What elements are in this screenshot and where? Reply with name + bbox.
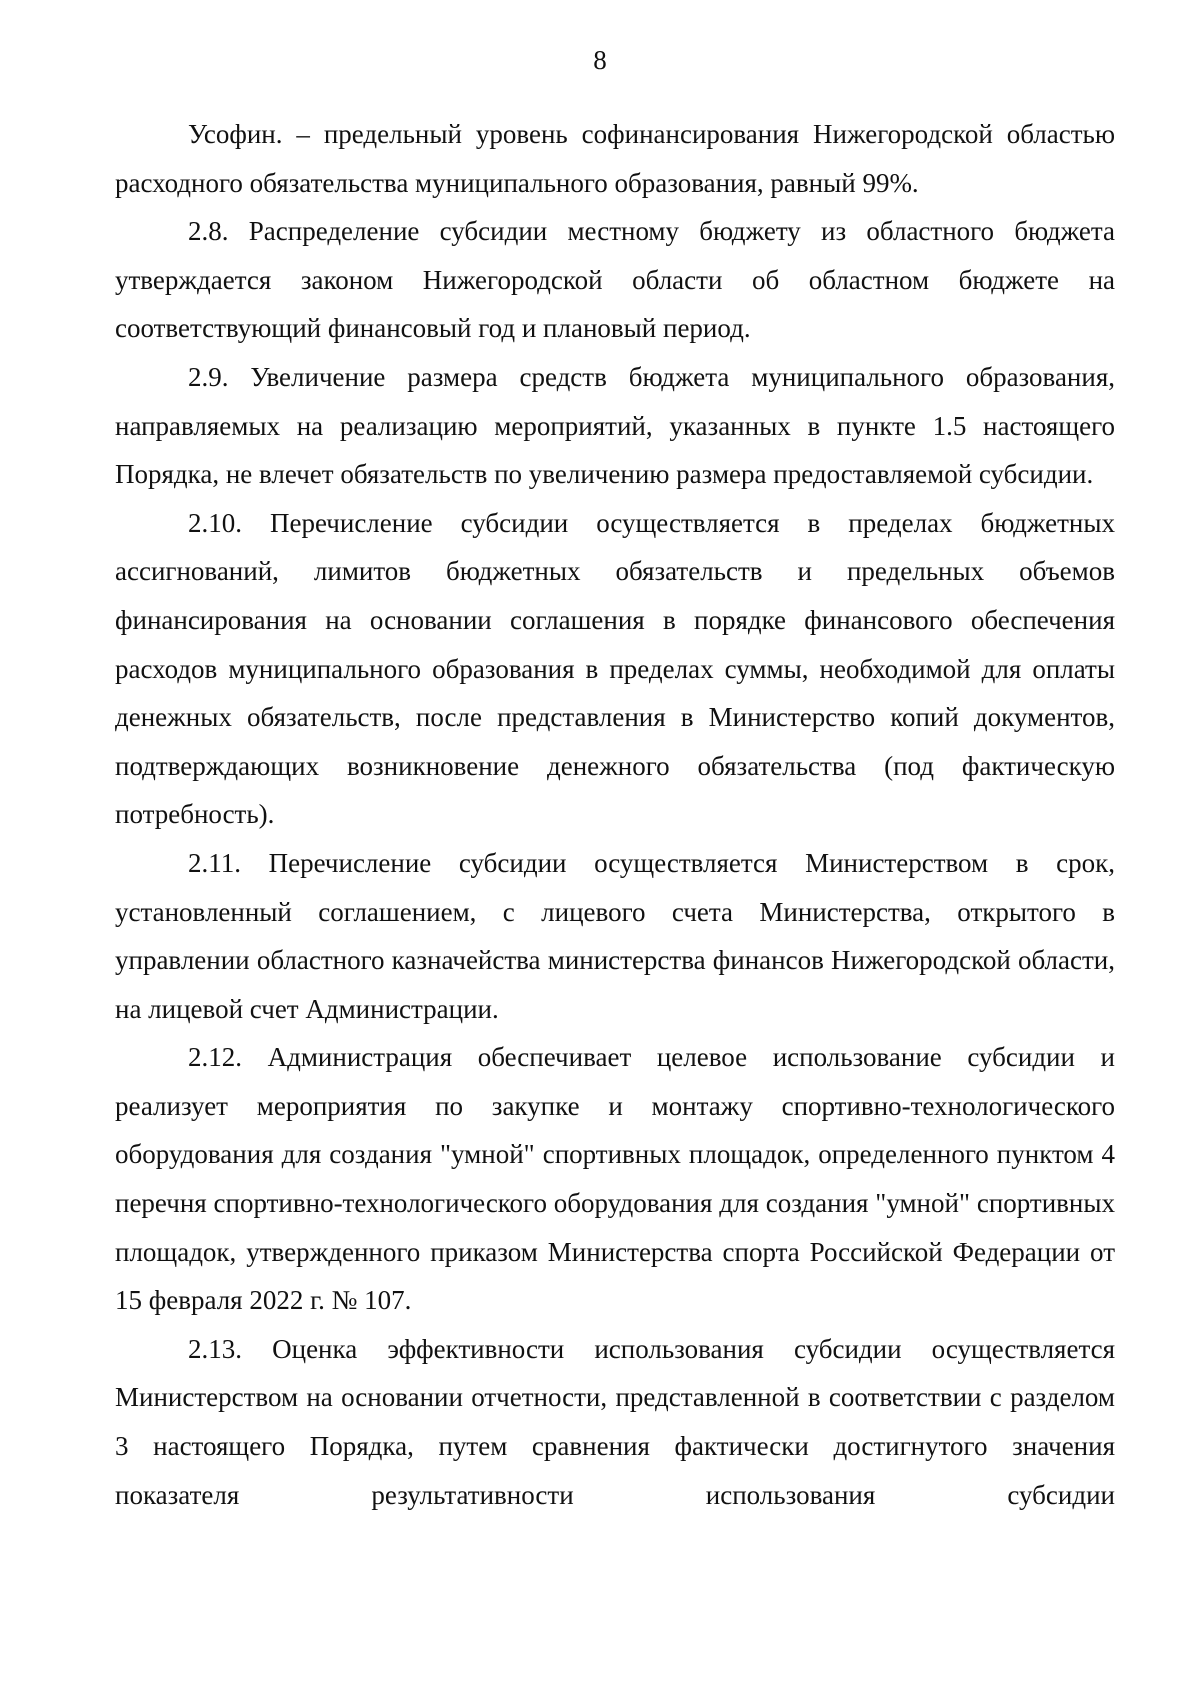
paragraph-2-12: 2.12. Администрация обеспечивает целевое использование субсидии и реализует мероприятия по закупке и монтажу спортивно-технологического оборудования для создания "умной" спортивных площадок, определенного пунктом 4 перечня спортивно-технологического оборудования для создания "умной" спортивных площадок, утвержденного приказом Министерства спорта Российской Федерации от 15 февраля 2022 г. № 107. (115, 1042, 1115, 1316)
paragraph-usofin: Усофин. – предельный уровень софинансирования Нижегородской областью расходного обязательства муниципального образования, равный 99%. (115, 119, 1115, 198)
paragraph-2-11: 2.11. Перечисление субсидии осуществляется Министерством в срок, установленный соглашением, с лицевого счета Министерства, открытого в управлении областного казначейства министерства финансов Нижегородской области, на лицевой счет Администрации. (115, 847, 1115, 1024)
document-body (115, 110, 1115, 1519)
paragraph-2-9: 2.9. Увеличение размера средств бюджета муниципального образования, направляемых на реализацию мероприятий, указанных в пункте 1.5 настоящего Порядка, не влечет обязательств по увеличению размера предоставляемой субсидии. (115, 361, 1115, 490)
paragraph-2-10: 2.10. Перечисление субсидии осуществляется в пределах бюджетных ассигнований, лимитов бюджетных обязательств и предельных объемов финансирования на основании соглашения в порядке финансового обеспечения расходов муниципального образования в пределах суммы, необходимой для оплаты денежных обязательств, после представления в Министерство копий документов, подтверждающих возникновение денежного обязательства (под фактическую потребность). (115, 507, 1115, 830)
page-number: 8 (593, 45, 607, 75)
paragraph-2-8: 2.8. Распределение субсидии местному бюджету из областного бюджета утверждается законом Нижегородской области об областном бюджете на соответствующий финансовый год и плановый период. (115, 216, 1115, 344)
paragraph-2-13: 2.13. Оценка эффективности использования субсидии осуществляется Министерством на основании отчетности, представленной в соответствии с разделом 3 настоящего Порядка, путем сравнения фактически достигнутого значения показателя результативности использования субсидии (115, 1333, 1115, 1510)
